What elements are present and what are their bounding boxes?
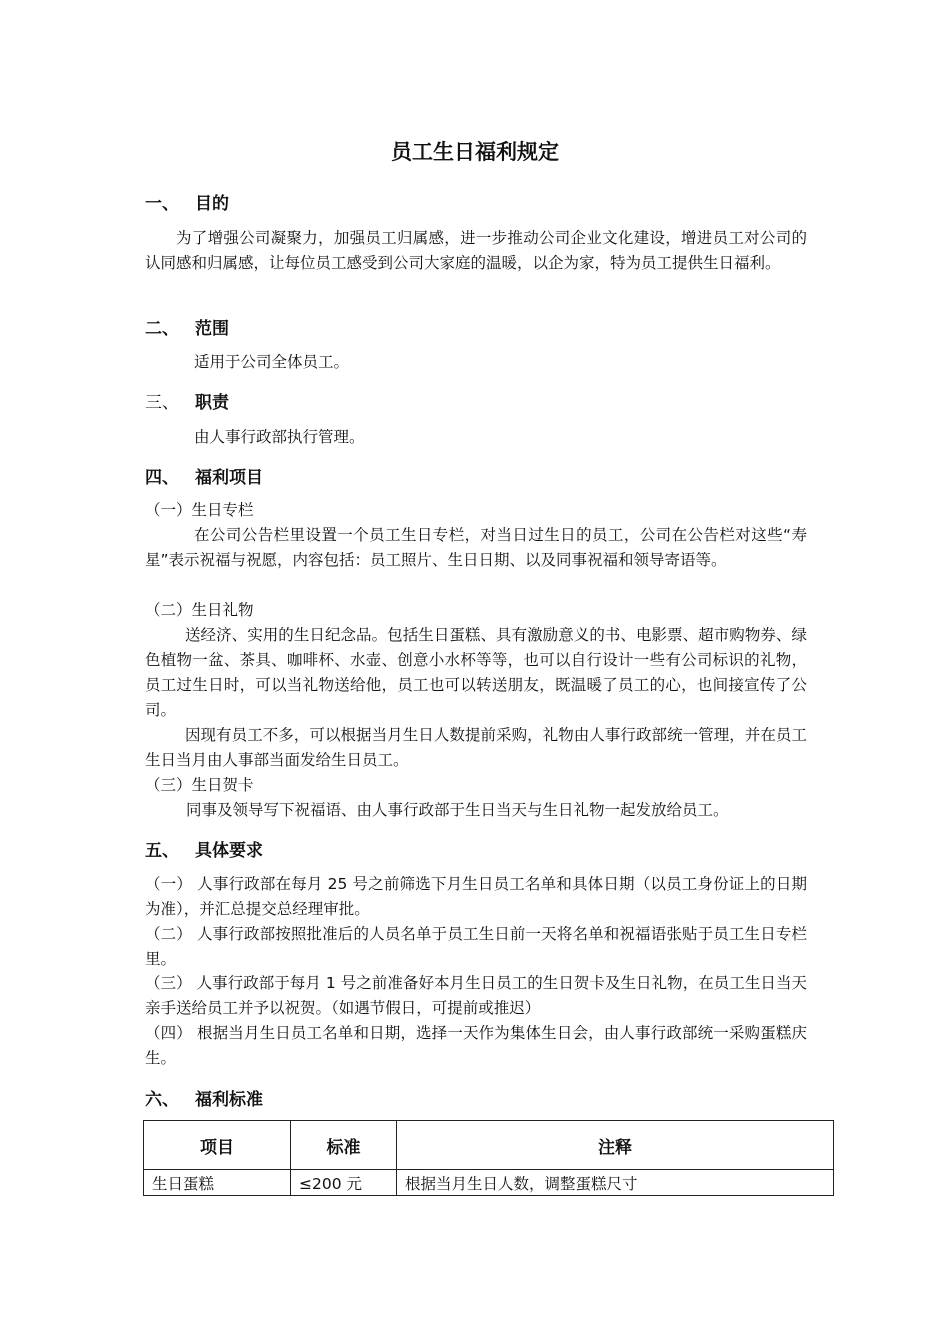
table-row (144, 1170, 834, 1196)
section-heading-scope (145, 314, 229, 339)
section-heading-duty (145, 388, 229, 413)
section-number: 六、 (145, 1090, 179, 1110)
section-number: 二、 (145, 319, 179, 339)
duty-paragraph: 由人事行政部执行管理。 (194, 428, 365, 446)
benefit-sub-text-2b: 因现有员工不多，可以根据当月生日人数提前采购，礼物由人事行政部统一管理，并在员工生日当月由人事部当面发给生日员工。 (145, 726, 807, 769)
benefit-standard-table (143, 1120, 834, 1196)
requirement-item-3: （三） 人事行政部于每月 1 号之前准备好本月生日员工的生日贺卡及生日礼物，在员工生日当天亲手送给员工并予以祝贺。（如遇节假日，可提前或推迟） (145, 974, 807, 1017)
section-heading-purpose (145, 189, 229, 214)
section-number: 五、 (145, 841, 179, 861)
section-title: 职责 (195, 393, 229, 413)
document-title: 员工生日福利规定 (391, 140, 559, 164)
benefit-sub-text-3: 同事及领导写下祝福语、由人事行政部于生日当天与生日礼物一起发放给员工。 (186, 801, 729, 819)
table-header-note: 注释 (397, 1121, 834, 1170)
section-heading-standard (145, 1085, 263, 1110)
benefit-sub-text-1: 在公司公告栏里设置一个员工生日专栏，对当日过生日的员工，公司在公告栏对这些“寿星”表示祝福与祝愿，内容包括：员工照片、生日日期、以及同事祝福和领导寄语等。 (145, 526, 807, 569)
scope-paragraph: 适用于公司全体员工。 (194, 353, 350, 371)
section-title: 目的 (195, 194, 229, 214)
requirement-item-2: （二） 人事行政部按照批准后的人员名单于员工生日前一天将名单和祝福语张贴于员工生日专栏里。 (145, 925, 807, 968)
table-cell-standard: ≤200 元 (291, 1170, 397, 1196)
purpose-paragraph: 为了增强公司凝聚力，加强员工归属感，进一步推动公司企业文化建设，增进员工对公司的认同感和归属感，让每位员工感受到公司大家庭的温暖，以企为家，特为员工提供生日福利。 (145, 229, 807, 272)
benefit-sub-title-3: （三）生日贺卡 (145, 776, 254, 794)
section-number: 一、 (145, 194, 179, 214)
table-cell-note: 根据当月生日人数，调整蛋糕尺寸 (397, 1170, 834, 1196)
section-number: 三、 (145, 393, 179, 413)
benefit-sub-title-2: （二）生日礼物 (145, 601, 254, 619)
table-header-row (144, 1121, 834, 1170)
requirement-item-4: （四） 根据当月生日员工名单和日期，选择一天作为集体生日会，由人事行政部统一采购蛋糕庆生。 (145, 1024, 807, 1067)
section-number: 四、 (145, 468, 179, 488)
section-title: 具体要求 (195, 841, 263, 861)
benefit-sub-text-2a: 送经济、实用的生日纪念品。包括生日蛋糕、具有激励意义的书、电影票、超市购物券、绿色植物一盆、茶具、咖啡杯、水壶、创意小水杯等等，也可以自行设计一些有公司标识的礼物，员工过生日时，可以当礼物送给他，员工也可以转送朋友，既温暖了员工的心，也间接宣传了公司。 (145, 626, 807, 719)
section-title: 范围 (195, 319, 229, 339)
benefit-sub-title-1: （一）生日专栏 (145, 501, 254, 519)
table-cell-item: 生日蛋糕 (144, 1170, 291, 1196)
table-header-standard: 标准 (291, 1121, 397, 1170)
section-title: 福利标准 (195, 1090, 263, 1110)
requirement-item-1: （一） 人事行政部在每月 25 号之前筛选下月生日员工名单和具体日期（以员工身份证上的日期为准），并汇总提交总经理审批。 (145, 875, 807, 918)
table-header-item: 项目 (144, 1121, 291, 1170)
section-heading-requirements (145, 836, 263, 861)
section-title: 福利项目 (195, 468, 263, 488)
section-heading-benefits (145, 463, 263, 488)
